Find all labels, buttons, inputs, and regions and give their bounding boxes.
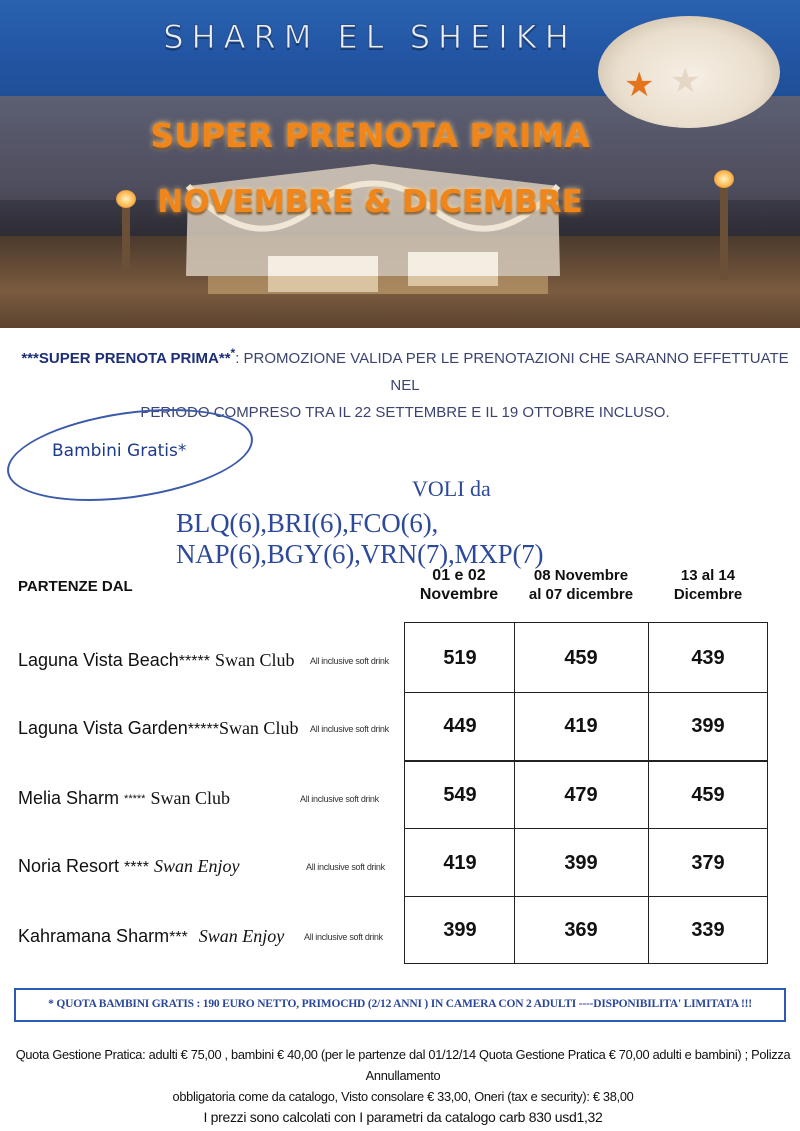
price-cell: 379	[691, 852, 725, 874]
starfish-icon: ★	[624, 66, 655, 104]
promo-label: ***SUPER PRENOTA PRIMA**	[21, 350, 231, 367]
column-header: 13 al 14 Dicembre	[673, 567, 743, 603]
starfish-sand-image	[598, 16, 780, 128]
footer-line-1: Quota Gestione Pratica: adulti € 75,00 , bambini € 40,00 (per le partenze dal 01/12/14 Quota Gestione Pratica € 70,00 adulti e bambini) ; Polizza Annullamento	[15, 1047, 791, 1083]
hotel-row	[18, 856, 404, 896]
children-note: * QUOTA BAMBINI GRATIS : 190 EURO NETTO, PRIMOCHD (2/12 ANNI ) IN CAMERA CON 2 ADULTI ----DISPONIBILITA' LIMITATA !!!	[48, 998, 752, 1010]
price-cell: 369	[564, 919, 598, 941]
promo-line-2: PERIODO COMPRESO TRA IL 22 SETTEMBRE E IL 19 OTTOBRE INCLUSO.	[140, 404, 670, 421]
column-header: 08 Novembre al 07 dicembre	[528, 567, 634, 603]
column-header: 01 e 02 Novembre	[419, 567, 499, 603]
price-cell: 479	[564, 784, 598, 806]
board-treatment: All inclusive soft drink	[304, 932, 383, 942]
hotel-name: Kahramana Sharm*** Swan Enjoy	[18, 926, 285, 946]
bambini-gratis-badge: Bambini Gratis*	[52, 441, 187, 461]
footer-line-2: obbligatoria come da catalogo, Visto consolare € 33,00, Oneri (tax e security): € 38,00	[172, 1089, 634, 1104]
price-cell: 449	[443, 715, 477, 737]
footer-line-3: I prezzi sono calcolati con I parametri da catalogo carb 830 usd1,32	[203, 1109, 603, 1125]
board-treatment: All inclusive soft drink	[300, 794, 379, 804]
hotel-name: Laguna Vista Garden*****Swan Club	[18, 718, 299, 738]
starfish-icon: ★	[670, 62, 701, 100]
beach-tent-image	[168, 156, 578, 306]
hero-photo	[0, 96, 800, 328]
price-cell: 519	[443, 647, 477, 669]
hotel-name: Laguna Vista Beach***** Swan Club	[18, 650, 295, 670]
departures-header: PARTENZE DAL	[18, 578, 133, 595]
price-cell: 419	[443, 852, 477, 874]
footer-conditions	[8, 1044, 798, 1128]
price-cell: 459	[564, 647, 598, 669]
promo-line-1: : PROMOZIONE VALIDA PER LE PRENOTAZIONI CHE SARANNO EFFETTUATE NEL	[235, 350, 789, 394]
children-note-box	[14, 988, 786, 1022]
headline-super-prenota: SUPER PRENOTA PRIMA	[150, 116, 590, 155]
price-cell: 439	[691, 647, 725, 669]
board-treatment: All inclusive soft drink	[306, 862, 385, 872]
price-cell: 399	[691, 715, 725, 737]
price-cell: 549	[443, 784, 477, 806]
headline-months: NOVEMBRE & DICEMBRE	[157, 184, 583, 220]
price-cell: 419	[564, 715, 598, 737]
destination-title: SHARM EL SHEIKH	[163, 18, 577, 56]
flights-label: VOLI da	[412, 476, 491, 501]
price-cell: 399	[564, 852, 598, 874]
board-treatment: All inclusive soft drink	[310, 656, 389, 666]
price-cell: 459	[691, 784, 725, 806]
hotel-row	[18, 650, 404, 690]
hotel-name: Melia Sharm ***** Swan Club	[18, 788, 230, 808]
board-treatment: All inclusive soft drink	[310, 724, 389, 734]
hotel-row	[18, 788, 404, 828]
airports-list: BLQ(6),BRI(6),FCO(6), NAP(6),BGY(6),VRN(7),MXP(7)	[176, 508, 544, 569]
hotel-name: Noria Resort **** Swan Enjoy	[18, 856, 240, 876]
hotel-row	[18, 926, 404, 966]
promo-mark: *	[230, 346, 236, 360]
hotel-row	[18, 718, 404, 758]
price-cell: 339	[691, 919, 725, 941]
price-grid	[404, 622, 768, 964]
price-cell: 399	[443, 919, 477, 941]
